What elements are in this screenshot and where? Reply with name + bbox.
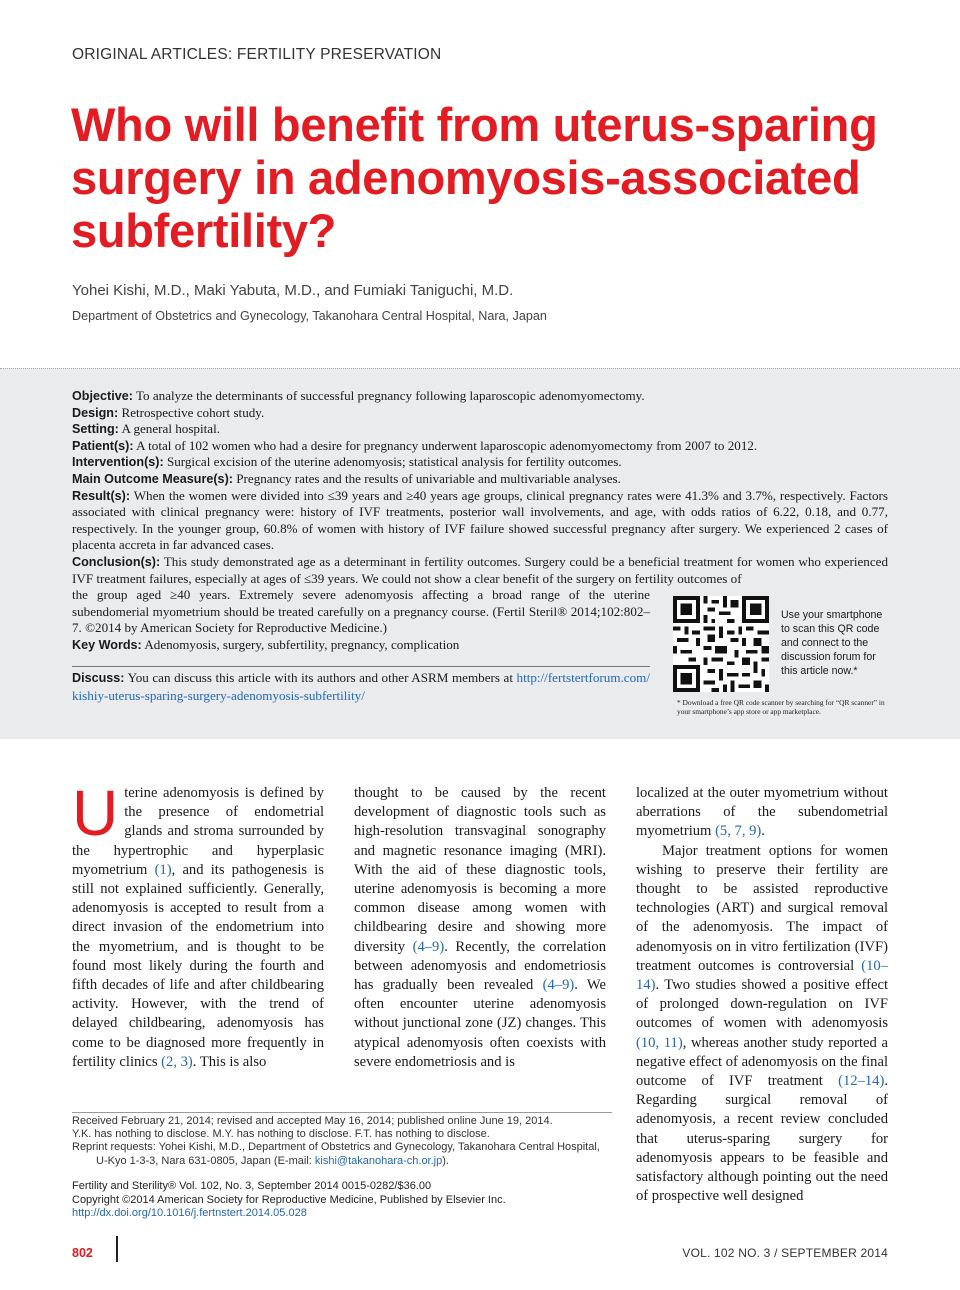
col3-text-c: . Two studies showed a positive effect of prolonged down-regulation on IVF outcomes of women with adenomyosis	[636, 977, 888, 1032]
received-dates: Received February 21, 2014; revised and accepted May 16, 2014; published online June 19, 2014.	[72, 1115, 553, 1127]
journal-citation: Fertility and Sterility® Vol. 102, No. 3, September 2014 0015-0282/$36.00	[72, 1180, 432, 1192]
design-label: Design:	[72, 405, 119, 420]
body-column-1	[72, 777, 324, 1072]
col2-text: thought to be caused by the recent development of diagnostic tools such as high-resolution transvaginal sonography and magnetic resonance imaging (MRI). With the aid of these diagnostic tools, uterine adenomyosis is becoming a more common disease among women with childbearing desire and showing more diversity	[354, 785, 606, 955]
body-column-3	[636, 784, 888, 1206]
keywords-label: Key Words:	[72, 637, 142, 652]
citation-link[interactable]: (10–14)	[636, 957, 888, 994]
drop-cap: U	[72, 777, 119, 849]
disclosure: Y.K. has nothing to disclose. M.Y. has nothing to disclose. F.T. has nothing to disclose.	[72, 1128, 490, 1141]
citation-link[interactable]: (1)	[154, 861, 172, 878]
col1-text-b: , and its pathogenesis is still not explained sufficiently. Generally, adenomyosis is accepted to result from a direct invasion of the endometrium into the myometrium, and is thought to be found most likely during the fourth and fifth decades of life and after childbearing activity. However, with the trend of delayed childbearing, adenomyosis has come to be diagnosed more frequently in fertility clinics	[72, 861, 324, 1070]
reprint-requests	[72, 1141, 612, 1167]
objective-text: To analyze the determinants of successful pregnancy following laparoscopic adenomyomectomy.	[135, 388, 645, 403]
page-number: 802	[72, 1246, 93, 1260]
keywords-text: Adenomyosis, surgery, subfertility, pregnancy, complication	[144, 636, 460, 652]
col2-text-b: . Recently, the correlation between adenomyosis and endometriosis has gradually been revealed	[354, 938, 606, 994]
setting-label: Setting:	[72, 422, 119, 437]
body-column-2	[354, 784, 606, 1072]
discuss-label: Discuss:	[72, 671, 125, 685]
issue-info: VOL. 102 NO. 3 / SEPTEMBER 2014	[682, 1246, 888, 1260]
results-label: Result(s):	[72, 488, 131, 503]
doi-link[interactable]: http://dx.doi.org/10.1016/j.fertnstert.2014.05.028	[72, 1207, 307, 1219]
col3-text: localized at the outer myometrium without aberrations of the subendometrial myometrium	[636, 785, 888, 840]
col1-text: terine adenomyosis is defined by the presence of endometrial glands and stroma surrounded by the hypertrophic and hyperplasic myometrium	[72, 785, 324, 878]
copyright: Copyright ©2014 American Society for Reproductive Medicine, Published by Elsevier Inc.	[72, 1193, 506, 1206]
conclusions-label: Conclusion(s):	[72, 554, 161, 569]
footer-divider	[116, 1236, 118, 1262]
citation-link[interactable]: (12–14)	[838, 1073, 885, 1090]
col3-text-e: . Regarding surgical removal of adenomyosis, a recent review concluded that uterus-sparing surgery for adenomyosis appears to be feasible and satisfactory although pointing out the need of prospective well designed	[636, 1073, 888, 1205]
qr-code-icon[interactable]	[672, 596, 770, 692]
col3-text-a2: .	[761, 823, 765, 840]
patients-label: Patient(s):	[72, 438, 134, 453]
citation-link[interactable]: (2, 3)	[161, 1053, 193, 1070]
section-label: ORIGINAL ARTICLES: FERTILITY PRESERVATION	[72, 46, 442, 63]
setting-text: A general hospital.	[121, 421, 220, 437]
citation-link[interactable]: (10, 11)	[636, 1034, 683, 1051]
conclusions-text-b: the group aged ≥40 years. Extremely severe adenomyosis affecting a broad range of the uterine subendomerial myometrium should be treated carefully on a pregnancy course. (Fertil Steril® 2014;102:802–7. ©2014 by American Society for Reproductive Medicine.)	[72, 587, 650, 636]
patients-text: A total of 102 women who had a desire for pregnancy underwent laparoscopic adenomyomectomy from 2007 to 2012.	[136, 437, 758, 453]
qr-instructions: Use your smartphone to scan this QR code and connect to the discussion forum for this article now.*	[781, 609, 883, 677]
outcomes-text: Pregnancy rates and the results of univariable and multivariable analyses.	[236, 470, 621, 486]
discussion-forum-link[interactable]: http://fertstertforum.com/kishiy-uterus-sparing-surgery-adenomyosis-subfertility/	[72, 670, 650, 703]
qr-footnote: * Download a free QR code scanner by searching for “QR scanner” in your smartphone’s app store or app marketplace.	[677, 698, 885, 716]
discuss-text: You can discuss this article with its authors and other ASRM members at	[127, 670, 513, 685]
objective-label: Objective:	[72, 389, 133, 403]
publication-info	[72, 1180, 612, 1221]
interventions-text: Surgical excision of the uterine adenomyosis; statistical analysis for fertility outcomes.	[166, 454, 622, 470]
col2-text-c: . We often encounter uterine adenomyosis without junctional zone (JZ) changes. This atypical adenomyosis often coexists with severe endometriosis and is	[354, 977, 606, 1070]
conclusions-text-a: This study demonstrated age as a determinant in fertility outcomes. Surgery could be a beneficial treatment for women who experienced IVF treatment failures, especially at ages of ≤39 years. We could not show a clear benefit of the surgery on fertility outcomes of	[72, 553, 888, 586]
citation-link[interactable]: (4–9)	[412, 938, 445, 955]
citation-link[interactable]: (4–9)	[542, 977, 575, 994]
affiliation: Department of Obstetrics and Gynecology, Takanohara Central Hospital, Nara, Japan	[72, 309, 547, 323]
reprint-end: ).	[442, 1154, 449, 1167]
article-title: Who will benefit from uterus-sparing surgery in adenomyosis-associated subfertility?	[71, 98, 878, 257]
discuss-section	[72, 666, 650, 704]
col1-text-c: . This is also	[192, 1053, 267, 1070]
author-list: Yohei Kishi, M.D., Maki Yabuta, M.D., and Fumiaki Taniguchi, M.D.	[72, 282, 514, 299]
design-text: Retrospective cohort study.	[121, 404, 265, 420]
email-link[interactable]: kishi@takanohara-ch.or.jp	[314, 1154, 443, 1167]
reprint-text: Reprint requests: Yohei Kishi, M.D., Department of Obstetrics and Gynecology, Takanohara Central Hospital, U-Kyo 1-3-3, Nara 631-0805, Japan (E-mail:	[72, 1141, 600, 1167]
col3-text-d: , whereas another study reported a negative effect of adenomyosis on the final outcome of IVF treatment	[636, 1034, 888, 1090]
citation-link[interactable]: (5, 7, 9)	[715, 823, 762, 840]
outcomes-label: Main Outcome Measure(s):	[72, 471, 233, 486]
footnotes	[72, 1112, 612, 1168]
interventions-label: Intervention(s):	[72, 455, 164, 470]
col3-text-b: Major treatment options for women wishing to preserve their fertility are thought to be assisted reproductive technologies (ART) and surgical removal of the adenomyosis. The impact of adenomyosis on in vitro fertilization (IVF) treatment outcomes is controversial	[636, 842, 888, 974]
results-text: When the women were divided into ≤39 years and ≥40 years age groups, clinical pregnancy rates were 41.3% and 3.7%, respectively. Factors associated with clinical pregnancy were: history of IVF treatments, posterior wall involvements, and age, with odds ratios of 6.22, 0.18, and 0.77, respectively. In the younger group, 60.8% of women with history of IVF failure showed successful pregnancy after surgery. We experienced 2 cases of placenta accreta in far advanced cases.	[72, 487, 888, 553]
